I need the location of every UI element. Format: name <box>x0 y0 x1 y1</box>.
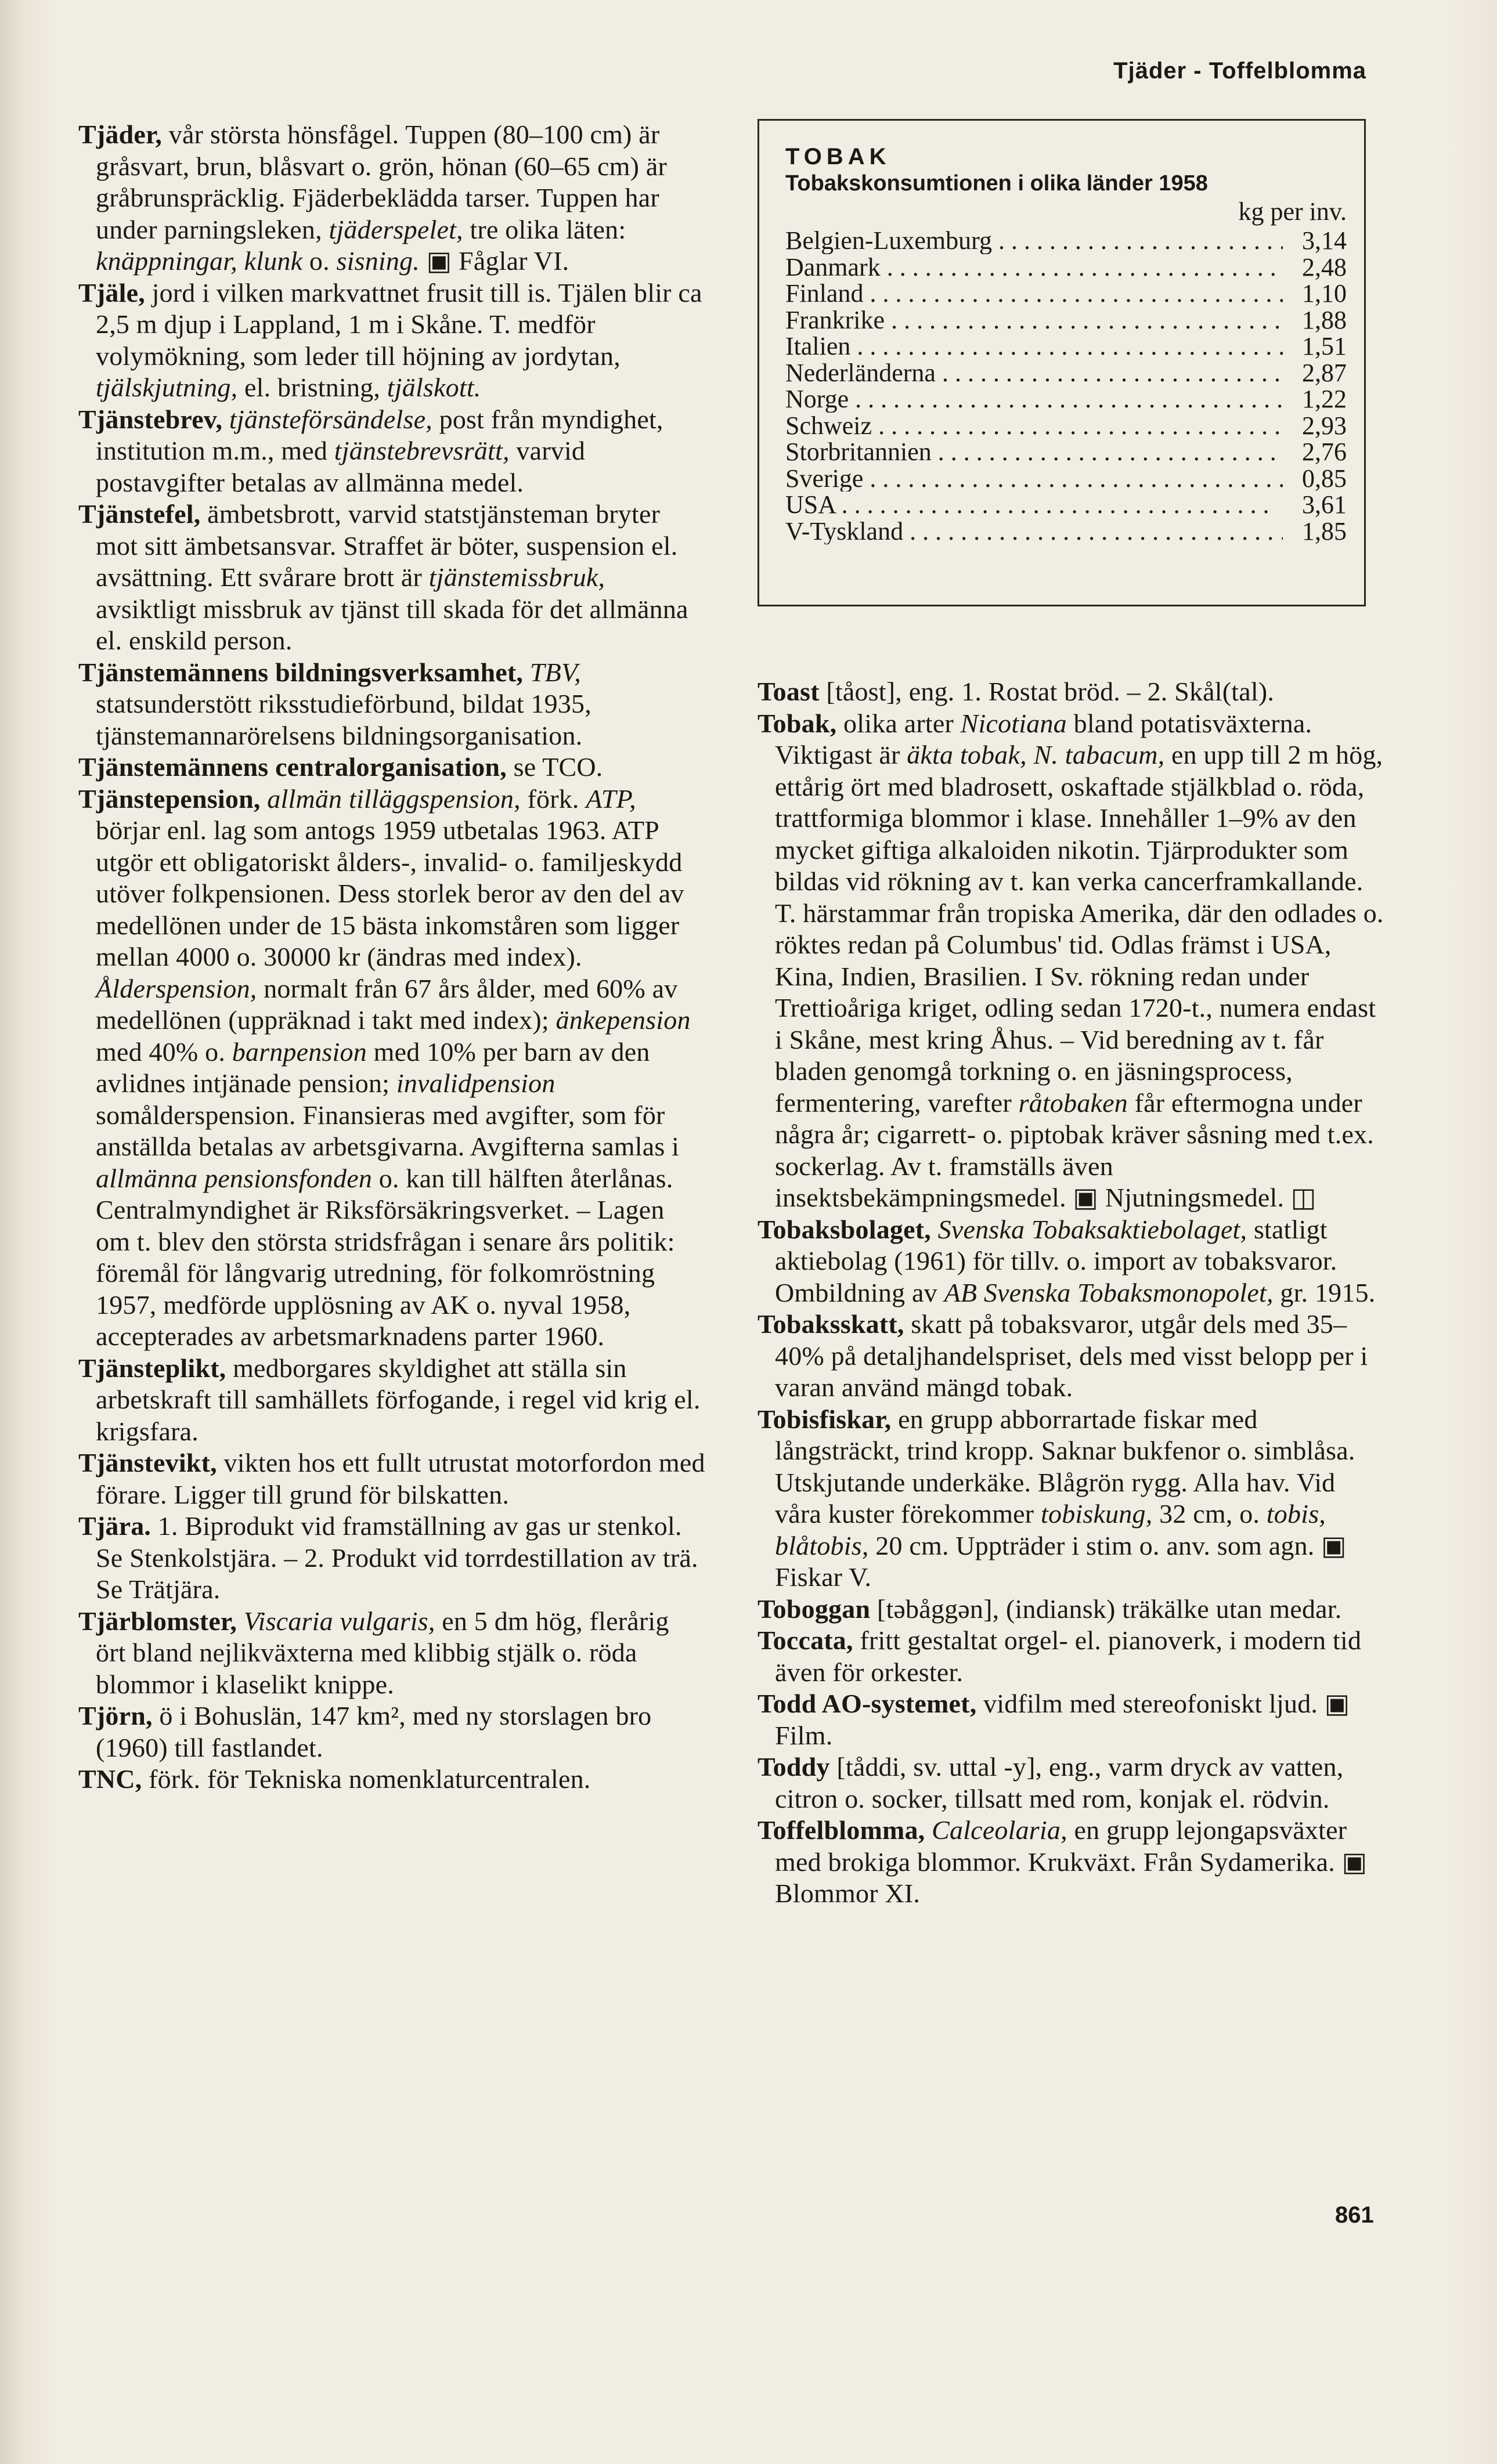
entry-text: olika arter <box>836 708 961 738</box>
entry-text: 32 cm, o. <box>1152 1499 1267 1529</box>
entry-text: el. bristning, <box>237 373 387 402</box>
dictionary-entry <box>757 1309 1387 1404</box>
entry-text: avsiktligt missbruk av tjänst till skada för det allmänna el. enskild person. <box>96 594 688 655</box>
entry-text: tjäderspelet, <box>329 214 463 244</box>
entry-text: knäppningar, klunk <box>96 246 303 276</box>
dictionary-entry <box>757 708 1387 1214</box>
dictionary-entry <box>78 1764 705 1795</box>
dictionary-entry <box>78 277 705 404</box>
entry-headword: Tjänstemännens bildningsverksamhet, <box>78 657 524 687</box>
table-subtitle: Tobakskonsumtionen i olika länder 1958 <box>785 171 1208 196</box>
table-row <box>785 307 1347 334</box>
entry-text: o. kan till hälften återlånas. Centralmyndighet är Riksförsäkringsverket. – Lagen om t. blev den största stridsfrågan i senare års politik: föremål för långvarig utredning, för folkomröstning 1957, medförde upplösning av AK o. nyval 1958, accepterades av arbetsmarknadens parter 1960. <box>96 1163 675 1351</box>
page-number: 861 <box>1335 2202 1374 2228</box>
entry-headword: Tjänstevikt, <box>78 1448 217 1477</box>
entry-text: Svenska Tobaksaktiebolaget, <box>930 1214 1247 1244</box>
dictionary-entry <box>78 1700 705 1764</box>
table-country: Italien . . . <box>785 333 1283 360</box>
dictionary-entry <box>757 676 1387 708</box>
table-country: Belgien-Luxemburg . . . <box>785 227 1283 254</box>
entry-text: gr. 1915. <box>1273 1277 1376 1307</box>
entry-text: AB Svenska Tobaksmonopolet, <box>944 1277 1274 1307</box>
right-column <box>757 676 1387 1910</box>
entry-text: en grupp lejongapsväxter med brokiga blommor. Krukväxt. Från Sydamerika. ▣ Blommor XI. <box>775 1815 1368 1908</box>
entry-text: ▣ Fåglar VI. <box>420 246 569 276</box>
table-value: 1,10 <box>1302 279 1347 308</box>
entry-text: Ålderspension, <box>96 973 257 1003</box>
entry-text: tobiskung, <box>1041 1499 1153 1529</box>
table-row <box>785 227 1347 254</box>
entry-text: bland potatisväxterna. Viktigast är <box>775 708 1312 769</box>
page-header: Tjäder - Toffelblomma <box>1113 58 1366 84</box>
table-value: 1,88 <box>1302 305 1347 334</box>
entry-text: sisning. <box>336 246 420 276</box>
dictionary-entry <box>78 1353 705 1448</box>
table-value: 1,22 <box>1302 385 1347 413</box>
entry-text: får eftermogna under några år; cigarrett- o. piptobak kräver såsning med t.ex. sockerlag. Av t. framställs även insektsbekämpningsmedel. ▣ Njutningsmedel. ◫ <box>775 1088 1374 1212</box>
entry-headword: Tjänstefel, <box>78 499 201 529</box>
table-title: TOBAK <box>785 144 891 169</box>
entry-text: vår största hönsfågel. Tuppen (80–100 cm) är gråsvart, brun, blåsvart o. grön, hönan (60–65 cm) är gråbrunspräcklig. Fjäderbeklädda tarser. Tuppen har under parningsleken, <box>96 120 667 244</box>
dictionary-entry <box>757 1688 1387 1751</box>
table-row <box>785 254 1347 281</box>
entry-text: vidfilm med stereofoniskt ljud. ▣ Film. <box>775 1689 1350 1750</box>
entry-headword: Tjäder, <box>78 120 163 149</box>
entry-headword: Tobisfiskar, <box>757 1404 892 1434</box>
entry-text: [təbåggən], (indiansk) träkälke utan medar. <box>870 1594 1342 1624</box>
table-value: 2,48 <box>1302 252 1347 281</box>
dictionary-entry <box>757 1751 1387 1815</box>
table-country: Schweiz . . . <box>785 413 1283 439</box>
entry-text: medborgares skyldighet att ställa sin arbetskraft till samhällets förfogande, i regel vid krig el. krigsfara. <box>96 1353 701 1446</box>
dictionary-entry <box>78 1511 705 1606</box>
entry-text: o. <box>302 246 337 276</box>
entry-text: fritt gestaltat orgel- el. pianoverk, i modern tid även för orkester. <box>775 1625 1362 1687</box>
entry-text: TBV, <box>523 657 581 687</box>
entry-text: statsunderstött riksstudieförbund, bildat 1935, tjänstemannarörelsens bildningsorganisation. <box>96 689 591 750</box>
entry-text: med 40% o. <box>96 1036 232 1067</box>
table-unit: kg per inv. <box>1238 197 1347 226</box>
entry-text: allmän tilläggspension, <box>260 783 521 814</box>
entry-text: förk. <box>520 783 586 814</box>
entry-text: börjar enl. lag som antogs 1959 utbetalas 1963. ATP utgör ett obligatoriskt ålders-, invalid- o. familjeskydd utöver folkpensionen. Dess storlek beror av den del av medellönen under de 15 bästa inkomståren som ligger mellan 4000 o. 30000 kr (ändras med index). <box>96 815 684 971</box>
entry-text: vikten hos ett fullt utrustat motorfordon med förare. Ligger till grund för bilskatten. <box>96 1448 705 1509</box>
tobacco-table <box>757 119 1366 606</box>
table-value: 2,93 <box>1302 411 1347 440</box>
entry-text: [tåddi, sv. uttal -y], eng., varm dryck av vatten, citron o. socker, tillsatt med rom, konjak el. rödvin. <box>775 1752 1344 1813</box>
dictionary-entry <box>78 498 705 657</box>
table-row <box>785 333 1347 360</box>
entry-headword: Tjänstebrev, <box>78 404 223 434</box>
table-value: 3,14 <box>1302 226 1347 255</box>
entry-text: tobis, blåtobis, <box>775 1499 1326 1560</box>
entry-text: tjänstemissbruk, <box>428 562 605 592</box>
entry-text: 1. Biprodukt vid framställning av gas ur stenkol. Se Stenkolstjära. – 2. Produkt vid torrdestillation av trä. Se Trätjära. <box>96 1511 698 1604</box>
table-country: Danmark . . . <box>785 254 1283 281</box>
dictionary-entry <box>78 783 705 1353</box>
table-row <box>785 280 1347 307</box>
entry-text: Viscaria vulgaris, <box>237 1606 435 1636</box>
entry-headword: Tjära. <box>78 1511 151 1541</box>
dictionary-entry <box>78 1606 705 1701</box>
dictionary-entry <box>757 1594 1387 1625</box>
table-country: Storbritannien . . . <box>785 439 1283 465</box>
entry-headword: Toccata, <box>757 1625 853 1655</box>
entry-text: förk. för Tekniska nomenklaturcentralen. <box>142 1764 591 1794</box>
entry-text: jord i vilken markvattnet frusit till is. Tjälen blir ca 2,5 m djup i Lappland, 1 m i Skåne. T. medför volymökning, som leder till höjning av jordytan, <box>96 277 702 371</box>
entry-headword: Toddy <box>757 1752 830 1782</box>
dictionary-entry <box>757 1404 1387 1594</box>
entry-text: ö i Bohuslän, 147 km², med ny storslagen bro (1960) till fastlandet. <box>96 1701 652 1762</box>
entry-headword: Tjäle, <box>78 277 145 308</box>
entry-headword: Tjärblomster, <box>78 1606 237 1636</box>
dictionary-entry <box>757 1815 1387 1910</box>
dictionary-entry <box>78 119 705 277</box>
dictionary-entry <box>757 1214 1387 1309</box>
table-row <box>785 492 1347 518</box>
table-value: 1,85 <box>1302 516 1347 545</box>
entry-headword: Toast <box>757 677 820 706</box>
table-rows <box>785 227 1347 544</box>
entry-headword: Todd AO-systemet, <box>757 1689 977 1718</box>
dictionary-entry <box>78 657 705 752</box>
entry-text: Calceolaria, <box>925 1815 1067 1845</box>
table-country: Frankrike . . . <box>785 307 1283 334</box>
dictionary-entry <box>78 404 705 499</box>
table-row <box>785 518 1347 545</box>
entry-headword: Tjänsteplikt, <box>78 1353 226 1383</box>
table-country: Sverige . . . <box>785 465 1283 492</box>
table-row <box>785 386 1347 413</box>
entry-text: en grupp abborrartade fiskar med långsträckt, trind kropp. Saknar bukfenor o. simblåsa. Utskjutande underkäke. Blågrön rygg. Alla hav. Vid våra kuster förekommer <box>775 1404 1355 1529</box>
entry-text: tre olika läten: <box>463 214 626 244</box>
entry-text: med 10% per barn av den avlidnes intjänade pension; <box>96 1036 650 1098</box>
entry-text: [tåost], eng. 1. Rostat bröd. – 2. Skål(tal). <box>819 677 1275 706</box>
entry-headword: Toffelblomma, <box>757 1815 925 1845</box>
table-row <box>785 465 1347 492</box>
entry-headword: Tjörn, <box>78 1701 153 1730</box>
entry-text: äkta tobak, N. tabacum, <box>907 740 1165 769</box>
table-value: 2,76 <box>1302 438 1347 466</box>
entry-text: en upp till 2 m hög, ettårig ört med bladrosett, oskaftade stjälkblad o. röda, trattformiga blommor i klase. Innehåller 1–9% av den mycket giftiga alkaloiden nikotin. Tjärprodukter som bildas vid rökning av t. kan verka cancerframkallande. T. härstammar från tropiska Amerika, där den odlades o. röktes redan på Columbus' tid. Odlas främst i USA, Kina, Indien, Brasilien. I Sv. rökning redan under Trettioåriga kriget, odling sedan 1720-t., numera endast i Skåne, mest kring Åhus. – Vid beredning av t. får bladen genomgå torkning o. en jäsningsprocess, fermentering, varefter <box>775 740 1384 1118</box>
entry-headword: TNC, <box>78 1764 142 1794</box>
table-row <box>785 413 1347 439</box>
entry-text: barnpension <box>232 1036 367 1067</box>
entry-headword: Tobak, <box>757 708 837 738</box>
left-column <box>78 119 705 1795</box>
entry-text: Nicotiana <box>960 708 1067 738</box>
entry-headword: Tjänstemännens centralorganisation, <box>78 752 507 782</box>
entry-text: tjälskjutning, <box>96 373 238 402</box>
entry-text: ämbetsbrott, varvid statstjänsteman bryter mot sitt ämbetsansvar. Straffet är böter, suspension el. avsättning. Ett svårare brott är <box>96 499 678 592</box>
dictionary-entry <box>78 752 705 783</box>
table-value: 3,61 <box>1302 490 1347 519</box>
entry-text: statligt aktiebolag (1961) för tillv. o. import av tobaksvaror. Ombildning av <box>775 1214 1337 1307</box>
entry-text: tjänsteförsändelse, <box>222 404 432 434</box>
entry-text: en 5 dm hög, flerårig ört bland nejlikväxterna med klibbig stjälk o. röda blommor i klaselikt knippe. <box>96 1606 669 1699</box>
entry-headword: Tjänstepension, <box>78 783 261 814</box>
table-country: USA . . . <box>785 492 1283 518</box>
table-value: 0,85 <box>1302 464 1347 493</box>
entry-text: tjälskott. <box>387 373 481 402</box>
dictionary-entry <box>78 1447 705 1511</box>
table-row <box>785 439 1347 465</box>
table-country: Nederländerna . . . <box>785 360 1283 386</box>
entry-text: normalt från 67 års ålder, med 60% av medellönen (uppräknad i takt med index); <box>96 973 678 1035</box>
entry-text: 20 cm. Uppträder i stim o. anv. som agn. ▣ Fiskar V. <box>775 1530 1347 1592</box>
table-country: Norge . . . <box>785 386 1283 413</box>
entry-text: allmänna pensionsfonden <box>96 1163 373 1193</box>
entry-headword: Tobaksskatt, <box>757 1309 904 1339</box>
table-country: Finland . . . <box>785 280 1283 307</box>
entry-headword: Tobaksbolaget, <box>757 1214 931 1244</box>
entry-text: post från myndighet, institution m.m., med <box>96 404 663 465</box>
entry-text: skatt på tobaksvaror, utgår dels med 35–40% på detaljhandelspriset, dels med visst belopp per i varan använd mängd tobak. <box>775 1309 1368 1402</box>
table-value: 2,87 <box>1302 358 1347 387</box>
entry-text: råtobaken <box>1018 1088 1128 1118</box>
table-value: 1,51 <box>1302 332 1347 360</box>
entry-text: ATP, <box>586 783 636 814</box>
entry-text: tjänstebrevsrätt, <box>334 436 510 465</box>
entry-text: somålderspension. Finansieras med avgifter, som för anställda betalas av arbetsgivarna. Avgifterna samlas i <box>96 1100 680 1161</box>
table-row <box>785 360 1347 386</box>
entry-text: varvid postavgifter betalas av allmänna medel. <box>96 436 586 497</box>
entry-text: invalidpension <box>396 1068 555 1098</box>
dictionary-entry <box>757 1625 1387 1688</box>
table-country: V-Tyskland . . . <box>785 518 1283 545</box>
entry-text: se TCO. <box>506 752 603 782</box>
entry-headword: Toboggan <box>757 1594 871 1624</box>
entry-text: änkepension <box>555 1005 691 1035</box>
